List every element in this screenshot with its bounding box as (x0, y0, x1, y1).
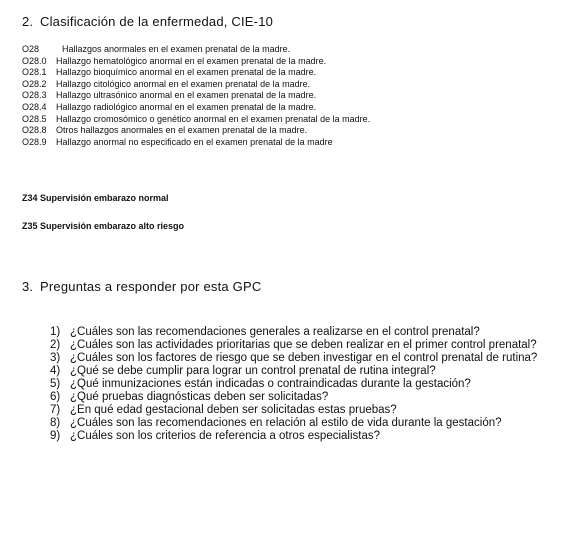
icd-description: Hallazgo radiológico anormal en el examen prenatal de la madre. (56, 101, 317, 112)
icd-code: O28.4 (22, 101, 47, 112)
question-number: 4) (50, 365, 61, 377)
icd-code: O28 (22, 44, 40, 54)
list-item (50, 365, 554, 378)
icd-code: O28.5 (22, 113, 47, 124)
question-number: 7) (50, 404, 61, 416)
section-3-heading (22, 279, 261, 294)
question-number: 6) (50, 391, 61, 403)
icd-code: O28.3 (22, 90, 47, 101)
list-item (22, 56, 370, 68)
icd-code: O28.2 (22, 78, 47, 89)
list-item (50, 391, 554, 404)
question-text: ¿Cuáles son las recomendaciones en relación al estilo de vida durante la gestación? (70, 417, 502, 429)
question-number: 5) (50, 378, 61, 390)
icd-description: Hallazgo bioquímico anormal en el examen prenatal de la madre. (56, 67, 317, 78)
icd-description: Hallazgo anormal no especificado en el examen prenatal de la madre (56, 136, 333, 147)
section-3-title: Preguntas a responder por esta GPC (40, 279, 262, 294)
question-text: ¿Cuáles son los criterios de referencia a otros especialistas? (70, 430, 381, 442)
icd-code: O28.8 (22, 125, 47, 136)
list-item (50, 339, 554, 352)
icd-description: Hallazgo ultrasónico anormal en el examen prenatal de la madre. (56, 90, 317, 101)
question-text: ¿Qué inmunizaciones están indicadas o contraindicadas durante la gestación? (70, 378, 471, 390)
list-item (50, 404, 554, 417)
questions-list (50, 326, 554, 443)
z35-code-line: Z35 Supervisión embarazo alto riesgo (22, 221, 185, 231)
question-text: ¿Cuáles son las actividades prioritarias que se deben realizar en el primer control prenatal? (70, 339, 537, 351)
list-item (22, 125, 370, 137)
section-3-number: 3. (22, 279, 34, 294)
question-number: 1) (50, 326, 61, 338)
icd-description: Otros hallazgos anormales en el examen prenatal de la madre. (56, 125, 308, 136)
list-item (50, 417, 554, 430)
question-number: 8) (50, 417, 61, 429)
z34-code-line: Z34 Supervisión embarazo normal (22, 193, 169, 203)
list-item (22, 137, 370, 149)
question-text: ¿En qué edad gestacional deben ser solicitadas estas pruebas? (70, 404, 397, 416)
question-number: 2) (50, 339, 61, 351)
list-item (22, 79, 370, 91)
list-item (50, 352, 554, 365)
section-2-heading (22, 14, 273, 29)
list-item (50, 326, 554, 339)
question-number: 9) (50, 430, 61, 442)
icd10-code-list (22, 44, 370, 148)
question-text: ¿Qué pruebas diagnósticas deben ser solicitadas? (70, 391, 329, 403)
icd-code: O28.1 (22, 67, 47, 78)
list-item (22, 44, 370, 56)
icd-code: O28.9 (22, 136, 47, 147)
section-2-title: Clasificación de la enfermedad, CIE-10 (40, 14, 274, 29)
section-2-number: 2. (22, 14, 34, 29)
question-text: ¿Cuáles son los factores de riesgo que se deben investigar en el control prenatal de rutina? (70, 352, 538, 364)
question-text: ¿Qué se debe cumplir para lograr un control prenatal de rutina integral? (70, 365, 436, 377)
icd-description: Hallazgo citológico anormal en el examen prenatal de la madre. (56, 78, 311, 89)
icd-code: O28.0 (22, 55, 47, 66)
list-item (22, 67, 370, 79)
list-item (50, 378, 554, 391)
question-text: ¿Cuáles son las recomendaciones generales a realizarse en el control prenatal? (70, 326, 480, 338)
icd-description: Hallazgos anormales en el examen prenatal de la madre. (62, 44, 291, 54)
list-item (22, 102, 370, 114)
list-item (22, 90, 370, 102)
list-item (22, 114, 370, 126)
list-item (50, 430, 554, 443)
icd-description: Hallazgo cromosómico o genético anormal en el examen prenatal de la madre. (56, 113, 371, 124)
question-number: 3) (50, 352, 61, 364)
icd-description: Hallazgo hematológico anormal en el examen prenatal de la madre. (56, 55, 327, 66)
